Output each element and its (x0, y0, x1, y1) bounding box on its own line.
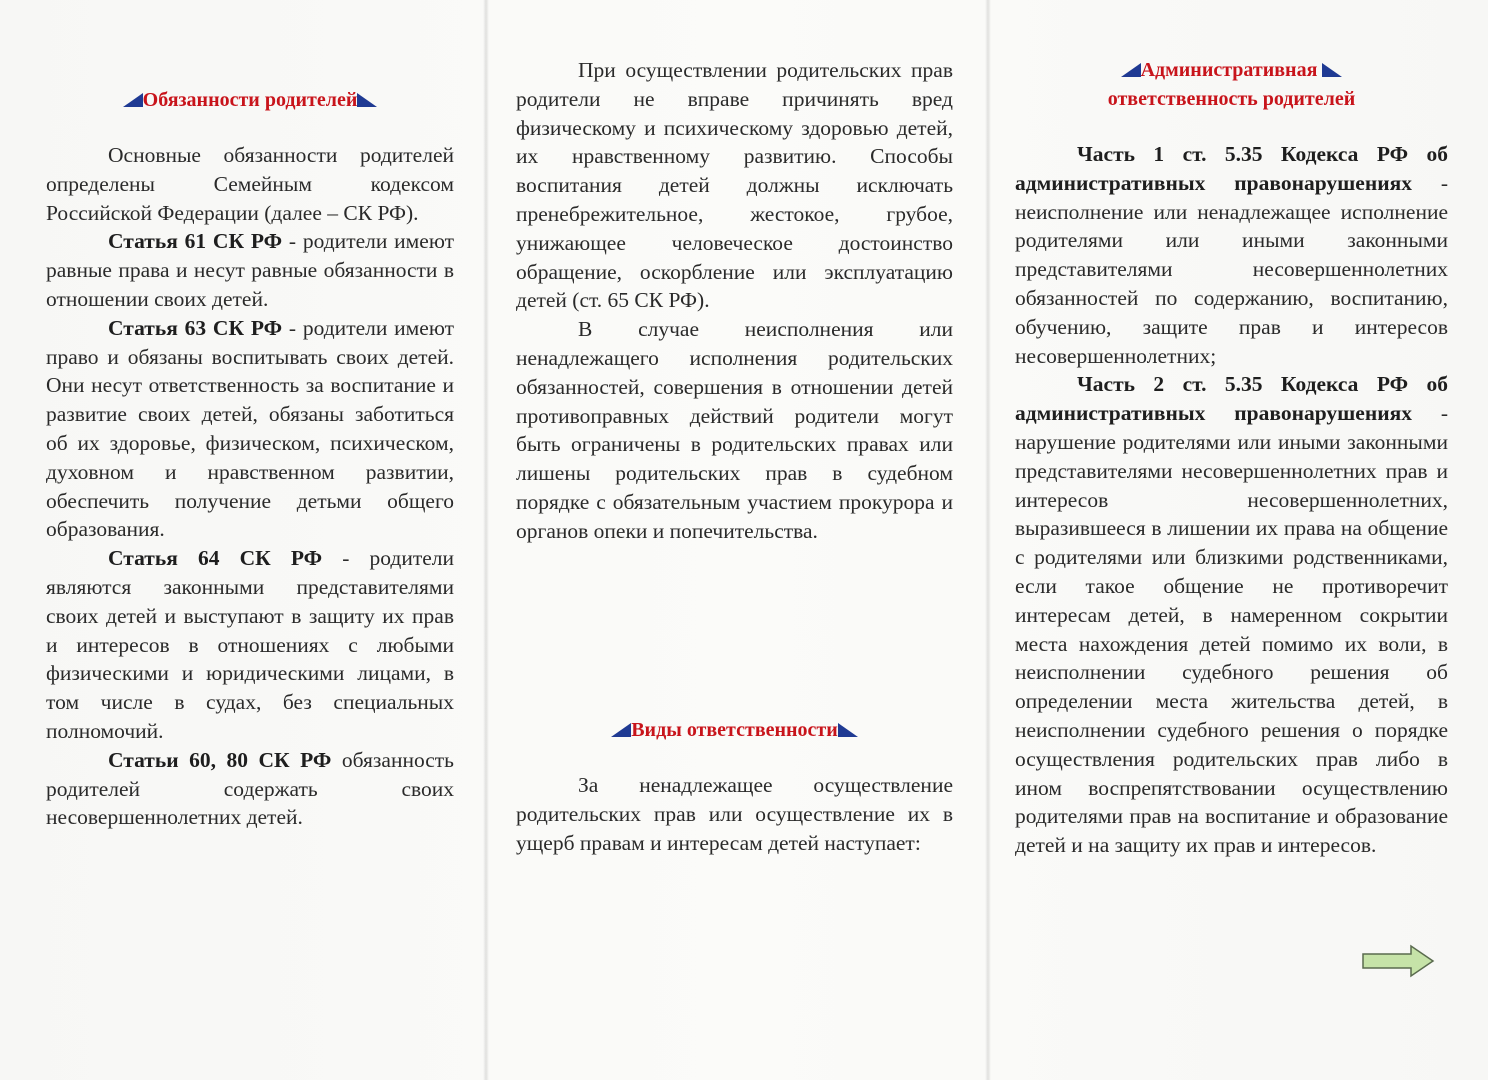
section-body (1015, 140, 1448, 860)
fold-line (483, 0, 489, 1080)
section-body (516, 771, 953, 857)
blue-triangle-icon (1322, 63, 1342, 77)
arrow-right-icon (1361, 944, 1435, 978)
blue-triangle-icon (123, 93, 143, 107)
section-body (46, 141, 454, 832)
blue-triangle-icon (611, 723, 631, 737)
fold-line (985, 0, 991, 1080)
article-text: - родители имеют право и обязаны воспитывать своих детей. Они несут ответственность за воспитание и развитие своих детей, обязаны заботиться об их здоровье, физическом, психическом, духовном и нравственном развитии, обеспечить получение детьми общего образования. (46, 315, 454, 542)
article-ref: Статья 64 СК РФ (108, 546, 323, 571)
heading-line (1015, 56, 1448, 85)
paragraph: За ненадлежащее осуществление родительских прав или осуществление их в ущерб правам и интересам детей наступает: (516, 773, 953, 855)
article-text: обязанность родителей содержать своих несовершеннолетних детей. (46, 747, 454, 830)
article-ref: Статья 61 СК РФ (108, 229, 283, 254)
column-parent-duties (46, 0, 454, 1080)
article-ref: Часть 1 ст. 5.35 Кодекса РФ об административных правонарушениях (1015, 142, 1448, 195)
article-text: - родители имеют равные права и несут равные обязанности в отношении своих детей. (46, 229, 454, 311)
paragraph (46, 746, 454, 832)
blue-triangle-icon (357, 93, 377, 107)
column-administrative-liability (1015, 0, 1448, 1080)
article-text: - нарушение родителями или иными законными представителями несовершеннолетних прав и интересов несовершеннолетних, выразившееся в лишении их права на общение с родителями или близкими родственниками, если такое общение не противоречит интересам детей, в намеренном сокрытии места нахождения детей помимо их воли, в неисполнении судебного решения об определении места жительства детей, в неисполнении судебного решения о порядке осуществления родительских прав либо в ином воспрепятствовании осуществлению родителями прав на воспитание и образование детей и на защиту их прав и интересов. (1015, 401, 1448, 858)
article-ref: Статья 63 СК РФ (108, 315, 283, 340)
paragraph: В случае неисполнения или ненадлежащего исполнения родительских обязанностей, совершения в отношении детей противоправных действий родители могут быть ограничены в родительских правах или лишены родительских прав в судебном порядке с обязательным участием прокурора и органов опеки и попечительства. (516, 317, 953, 543)
blue-triangle-icon (838, 723, 858, 737)
paragraph (46, 544, 454, 746)
paragraph (1015, 370, 1448, 860)
article-ref: Часть 2 ст. 5.35 Кодекса РФ об административных правонарушениях (1015, 372, 1448, 426)
article-text: - неисполнение или ненадлежащее исполнение родителями или иными законными представителями несовершеннолетних обязанностей по содержанию, воспитанию, обучению, защите прав и интересов несовершеннолетних; (1015, 170, 1448, 368)
paragraph (46, 314, 454, 544)
paragraph: При осуществлении родительских прав родители не вправе причинять вред физическому и психическому здоровью детей, их нравственному развитию. Способы воспитания детей должны исключать пренебрежительное, жестокое, грубое, унижающее человеческое достоинство обращение, оскорбление или эксплуатацию детей (ст. 65 СК РФ). (516, 58, 953, 313)
blue-triangle-icon (1121, 63, 1141, 77)
paragraph: Основные обязанности родителей определены Семейным кодексом Российской Федерации (далее – СК РФ). (46, 143, 454, 225)
paragraph (46, 227, 454, 313)
section-heading (46, 86, 454, 115)
heading-text: Виды ответственности (631, 719, 838, 741)
article-text: - родители являются законными представителями своих детей и выступают в защиту их прав и интересов в отношениях с любыми физическими и юридическими лицами, в том числе в судах, без специальных полномочий. (46, 546, 454, 743)
paragraph (1015, 140, 1448, 370)
heading-text: Административная (1140, 59, 1318, 81)
heading-text: Обязанности родителей (142, 89, 358, 111)
section-heading (1015, 56, 1448, 114)
heading-line: ответственность родителей (1107, 88, 1356, 110)
column-responsibility-types (516, 0, 953, 1080)
section-body (516, 56, 953, 546)
article-ref: Статьи 60, 80 СК РФ (108, 747, 332, 772)
section-heading (516, 716, 953, 745)
